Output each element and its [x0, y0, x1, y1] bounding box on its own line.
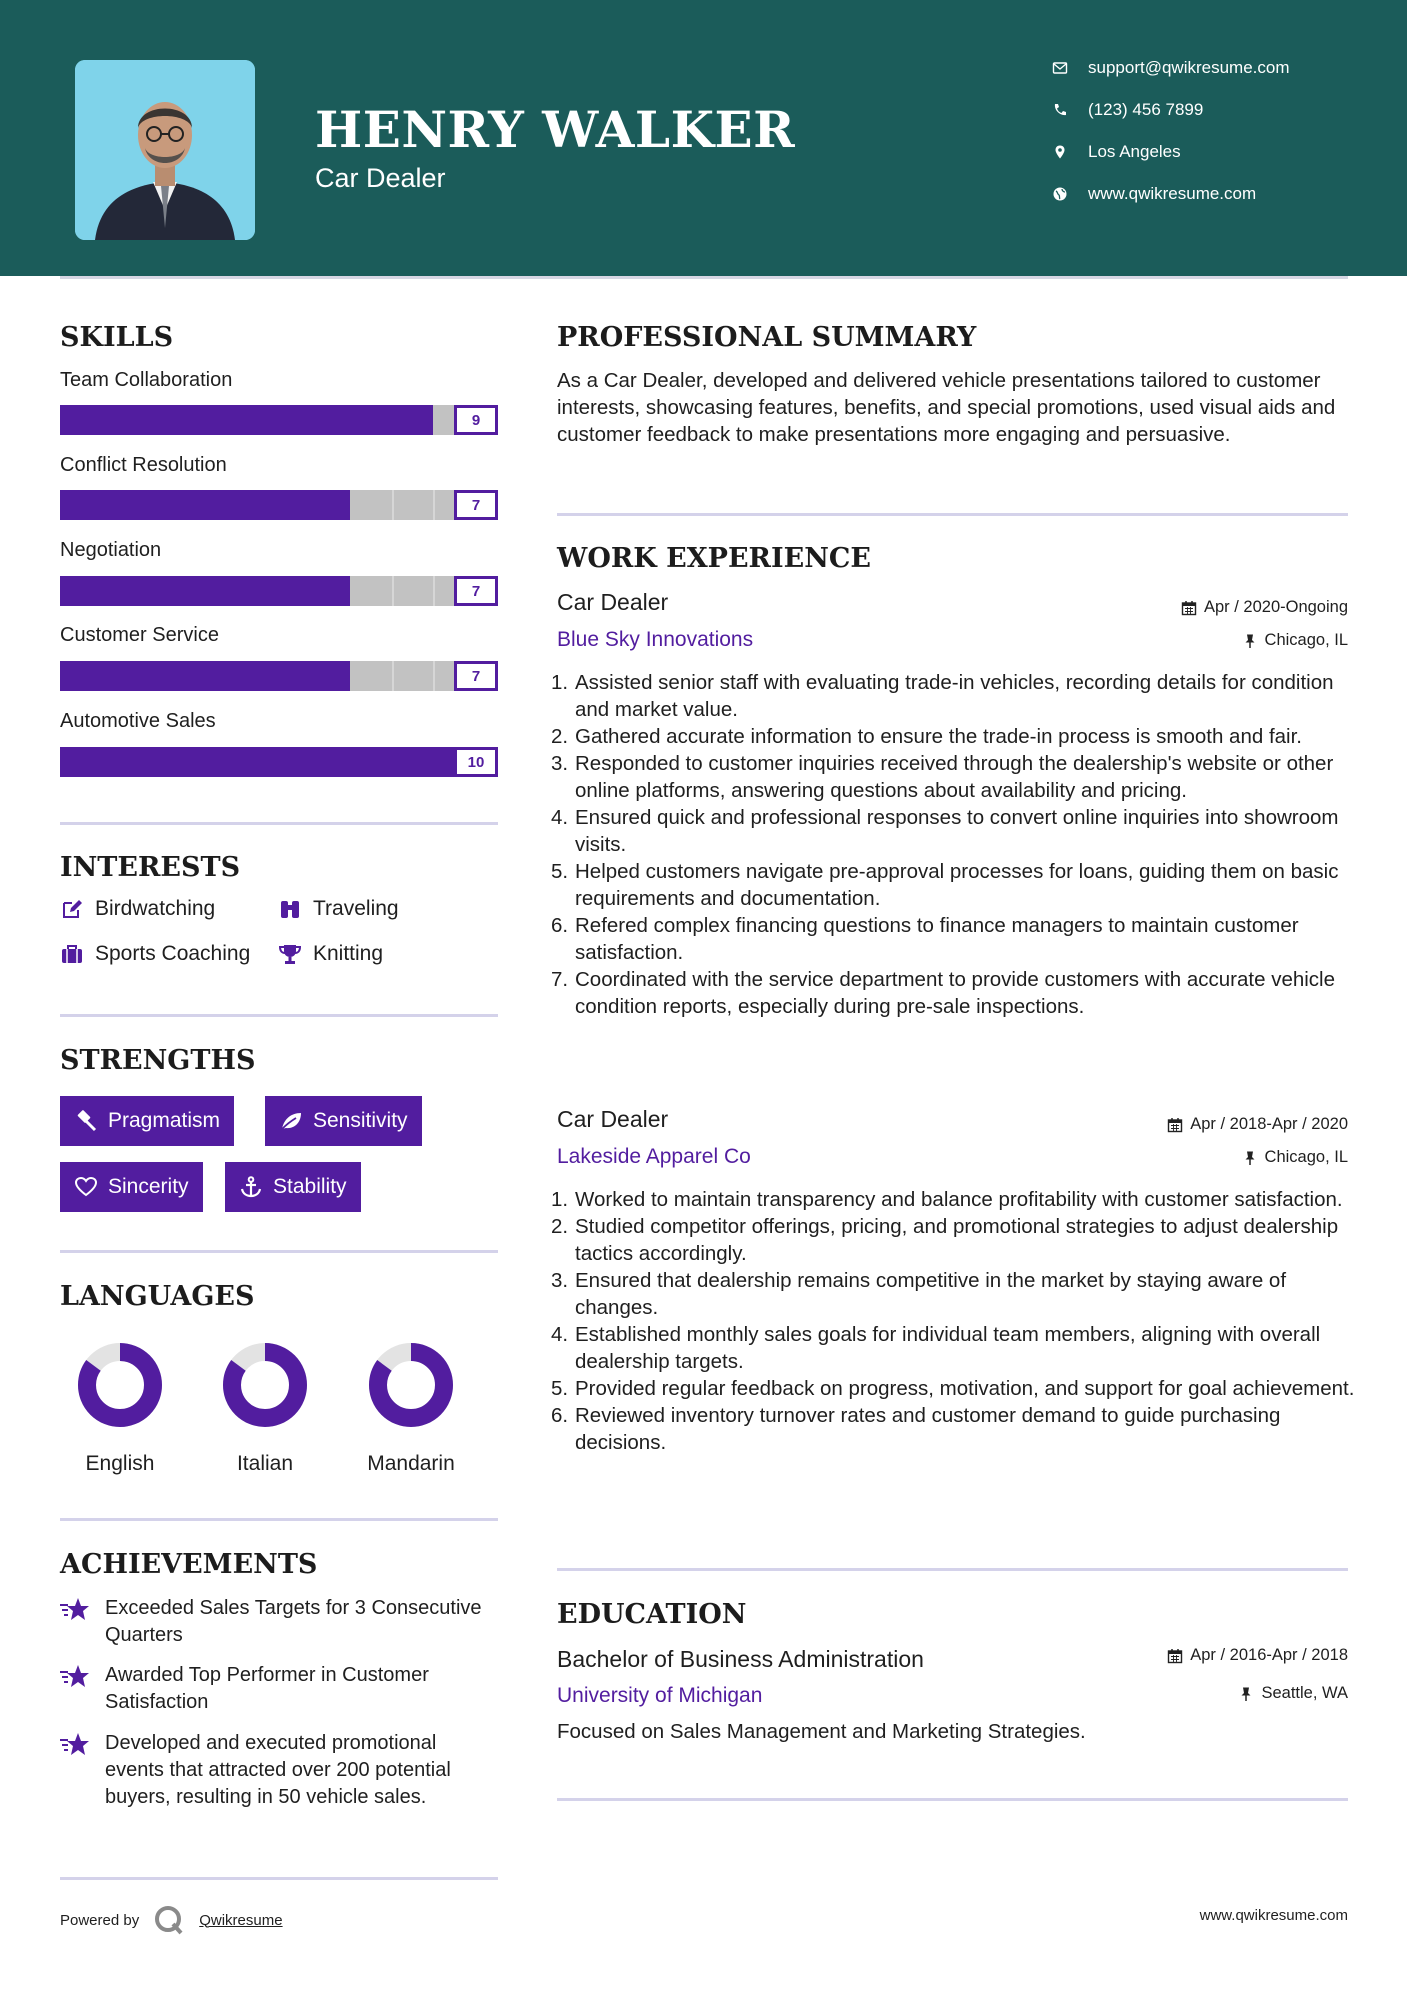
candidate-role: Car Dealer — [315, 163, 446, 193]
strengths-title: STRENGTHS — [60, 1045, 256, 1076]
skill-bar-fill — [60, 405, 433, 435]
skill-bar — [60, 405, 498, 435]
achievement-item: Awarded Top Performer in Customer Satisfaction — [60, 1662, 500, 1716]
interest-item: Knitting — [278, 942, 383, 966]
section-divider — [557, 1798, 1348, 1801]
job-company: Blue Sky Innovations — [557, 628, 754, 651]
list-item: 2. Studied competitor offerings, pricing, and promotional strategies to adjust dealership tactics accordingly. — [551, 1215, 1339, 1265]
skill-score: 10 — [454, 747, 498, 777]
list-item: 3. Ensured that dealership remains competitive in the market by staying aware of changes. — [551, 1269, 1287, 1319]
job-title: Car Dealer — [557, 1106, 669, 1132]
skill-label: Customer Service — [60, 624, 219, 646]
skill-bar-fill — [60, 747, 454, 777]
strength-tag: Sensitivity — [265, 1096, 422, 1146]
envelope-icon — [1050, 58, 1070, 78]
header-divider — [60, 276, 1348, 279]
contact-website[interactable] — [1050, 184, 1380, 204]
section-divider — [60, 822, 498, 825]
skill-bar — [60, 576, 498, 606]
strength-tag: Pragmatism — [60, 1096, 234, 1146]
globe-icon — [1050, 184, 1070, 204]
section-divider — [60, 1014, 498, 1017]
achievements-title: ACHIEVEMENTS — [60, 1549, 318, 1580]
heart-icon — [74, 1175, 98, 1199]
star-icon — [60, 1664, 90, 1690]
interest-item: Traveling — [278, 897, 399, 921]
skill-label: Conflict Resolution — [60, 454, 227, 476]
calendar-icon — [1181, 600, 1197, 616]
contact-phone-text: (123) 456 7899 — [1088, 100, 1204, 119]
candidate-name: HENRY WALKER — [315, 100, 796, 159]
trophy-icon — [278, 942, 302, 966]
interest-item: Sports Coaching — [60, 942, 250, 966]
contact-email-text: support@qwikresume.com — [1088, 58, 1290, 77]
skill-bar-fill — [60, 576, 350, 606]
skill-score: 7 — [454, 576, 498, 606]
list-item: 3. Responded to customer inquiries received through the dealership's website or other online platforms, answering questions about availability and pricing. — [551, 752, 1334, 802]
summary-title: PROFESSIONAL SUMMARY — [557, 322, 977, 353]
achievement-item: Developed and executed promotional events that attracted over 200 potential buyers, resulting in 50 vehicle sales. — [60, 1730, 500, 1811]
education-dates: Apr / 2016-Apr / 2018 — [1167, 1646, 1348, 1665]
list-item: 4. Ensured quick and professional responses to convert online inquiries into showroom visits. — [551, 806, 1339, 856]
section-divider — [60, 1518, 498, 1521]
qwikresume-logo-icon — [153, 1904, 185, 1936]
calendar-icon — [1167, 1117, 1183, 1133]
contact-location-text: Los Angeles — [1088, 142, 1181, 161]
gavel-icon — [74, 1109, 98, 1133]
job-title: Car Dealer — [557, 589, 669, 615]
skill-bar — [60, 661, 498, 691]
qwikresume-link[interactable]: Qwikresume — [199, 1911, 283, 1929]
language-item: Mandarin — [341, 1342, 481, 1476]
list-item: 1. Worked to maintain transparency and balance profitability with customer satisfaction. — [551, 1188, 1343, 1211]
skill-bar-segment — [433, 490, 435, 520]
skill-score: 9 — [454, 405, 498, 435]
list-item: 4. Established monthly sales goals for individual team members, aligning with overall dealership targets. — [551, 1323, 1321, 1373]
skill-score: 7 — [454, 490, 498, 520]
briefcase-icon — [60, 942, 84, 966]
skill-bar-segment — [433, 661, 435, 691]
language-level-ring — [77, 1342, 163, 1428]
phone-icon — [1050, 100, 1070, 120]
contact-phone[interactable] — [1050, 100, 1380, 120]
section-divider — [60, 1877, 498, 1880]
job-location: Chicago, IL — [1242, 631, 1348, 650]
skill-label: Automotive Sales — [60, 710, 216, 732]
anchor-icon — [239, 1175, 263, 1199]
section-divider — [557, 1568, 1348, 1571]
calendar-icon — [1167, 1648, 1183, 1664]
contact-website-text: www.qwikresume.com — [1088, 184, 1257, 203]
skill-label: Negotiation — [60, 539, 162, 561]
profile-photo — [75, 60, 255, 240]
education-degree: Bachelor of Business Administration — [557, 1646, 924, 1672]
skill-label: Team Collaboration — [60, 369, 233, 391]
interests-title: INTERESTS — [60, 852, 241, 883]
language-item: English — [50, 1342, 190, 1476]
list-item: 7. Coordinated with the service department to provide customers with accurate vehicle condition reports, especially during pre-sale inspections. — [551, 968, 1336, 1018]
pushpin-icon — [1242, 1150, 1258, 1166]
resume-header — [0, 0, 1407, 276]
skill-bar — [60, 747, 498, 777]
strength-tag: Sincerity — [60, 1162, 203, 1212]
language-level-ring — [222, 1342, 308, 1428]
footer-url[interactable]: www.qwikresume.com — [1199, 1907, 1348, 1924]
languages-title: LANGUAGES — [60, 1281, 255, 1312]
skill-bar-segment — [392, 490, 394, 520]
edit-icon — [60, 897, 84, 921]
list-item: 6. Reviewed inventory turnover rates and customer demand to guide purchasing decisions. — [551, 1404, 1281, 1454]
pushpin-icon — [1242, 633, 1258, 649]
section-divider — [557, 513, 1348, 516]
strength-tag: Stability — [225, 1162, 361, 1212]
job-location: Chicago, IL — [1242, 1148, 1348, 1167]
pushpin-icon — [1238, 1686, 1254, 1702]
skill-bar-segment — [433, 576, 435, 606]
map-marker-icon — [1050, 142, 1070, 162]
job-company: Lakeside Apparel Co — [557, 1145, 751, 1168]
achievement-item: Exceeded Sales Targets for 3 Consecutive Quarters — [60, 1595, 500, 1649]
summary-text: As a Car Dealer, developed and delivered vehicle presentations tailored to customer interests, showcasing features, benefits, and special promotions, used visual aids and customer feedback to make presentations more engaging and persuasive. — [557, 369, 1336, 446]
list-item: 5. Provided regular feedback on progress, motivation, and support for goal achievement. — [551, 1377, 1355, 1400]
skills-title: SKILLS — [60, 322, 174, 353]
list-item: 6. Refered complex financing questions to finance managers to maintain customer satisfaction. — [551, 914, 1299, 964]
skill-bar-fill — [60, 490, 350, 520]
list-item: 2. Gathered accurate information to ensure the trade-in process is smooth and fair. — [551, 725, 1302, 748]
skill-bar-fill — [60, 661, 350, 691]
contact-location — [1050, 142, 1380, 162]
section-divider — [60, 1250, 498, 1253]
star-icon — [60, 1597, 90, 1623]
job-bullets — [551, 1186, 1357, 1456]
job-dates: Apr / 2018-Apr / 2020 — [1167, 1115, 1348, 1134]
skill-bar-segment — [392, 661, 394, 691]
star-icon — [60, 1732, 90, 1758]
job-dates: Apr / 2020-Ongoing — [1181, 598, 1348, 617]
skill-bar-segment — [392, 576, 394, 606]
education-title: EDUCATION — [557, 1599, 747, 1630]
binoculars-icon — [278, 897, 302, 921]
list-item: 1. Assisted senior staff with evaluating trade-in vehicles, recording details for condition and market value. — [551, 671, 1334, 721]
education-school: University of Michigan — [557, 1684, 763, 1707]
education-location: Seattle, WA — [1238, 1684, 1348, 1703]
leaf-icon — [279, 1109, 303, 1133]
education-description: Focused on Sales Management and Marketing Strategies. — [557, 1720, 1086, 1743]
list-item: 5. Helped customers navigate pre-approval processes for loans, guiding them on basic requirements and documentation. — [551, 860, 1339, 910]
job-bullets — [551, 669, 1357, 1020]
powered-by: Powered by Qwikresume — [60, 1904, 283, 1936]
language-item: Italian — [195, 1342, 335, 1476]
interest-item: Birdwatching — [60, 897, 215, 921]
language-level-ring — [368, 1342, 454, 1428]
skill-score: 7 — [454, 661, 498, 691]
skill-bar — [60, 490, 498, 520]
contact-email[interactable] — [1050, 58, 1380, 78]
experience-title: WORK EXPERIENCE — [557, 543, 871, 574]
